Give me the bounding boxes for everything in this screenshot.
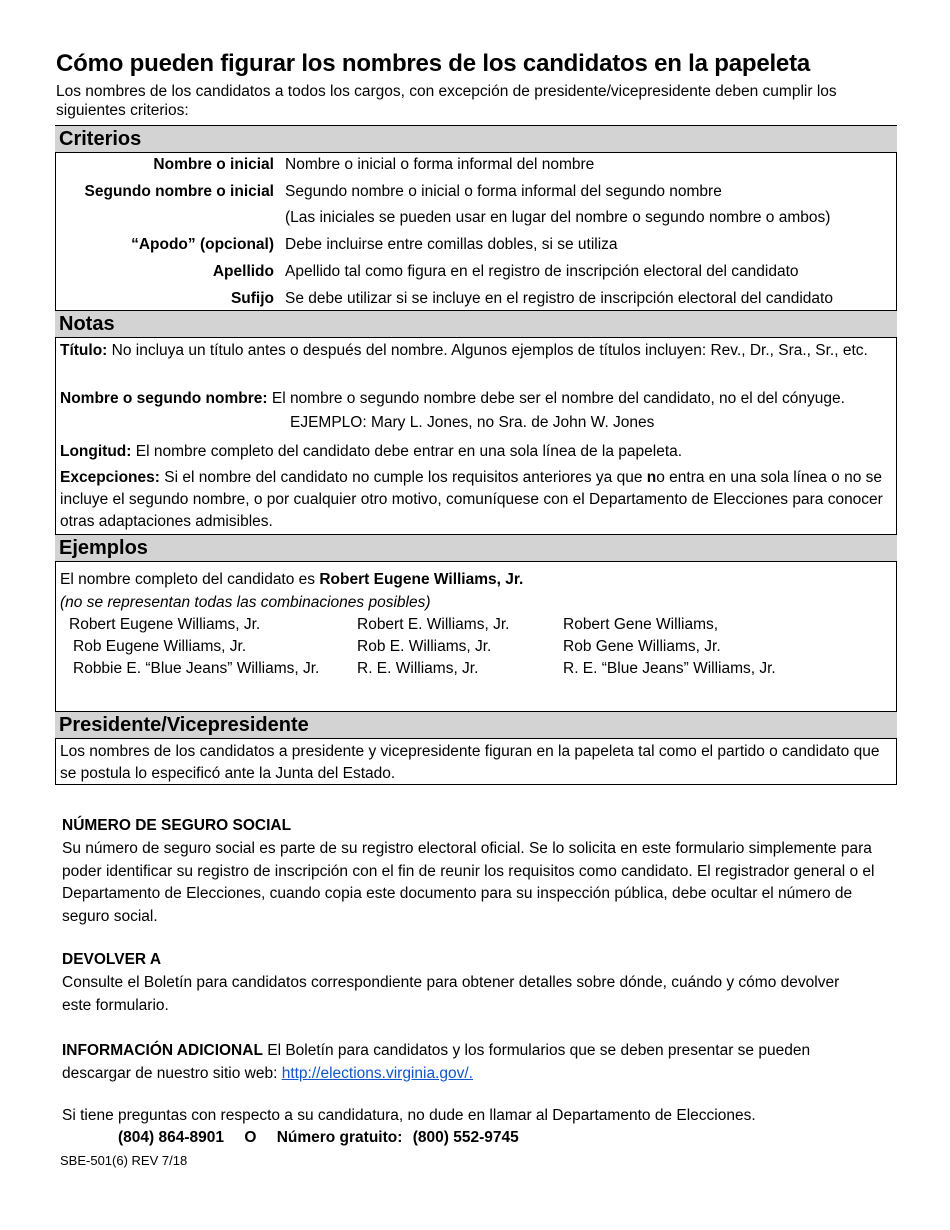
note-text: Si el nombre del candidato no cumple los requisitos anteriores ya que bbox=[159, 469, 647, 486]
criteria-label: Segundo nombre o inicial bbox=[84, 183, 274, 200]
note-label: Nombre o segundo nombre: bbox=[60, 390, 268, 407]
criteria-label: Nombre o inicial bbox=[153, 156, 274, 173]
criteria-text: Se debe utilizar si se incluye en el registro de inscripción electoral del candidato bbox=[285, 290, 833, 307]
examples-header: Ejemplos bbox=[55, 534, 897, 562]
note-titulo bbox=[60, 340, 892, 362]
example-name: Robbie E. “Blue Jeans” Williams, Jr. bbox=[73, 660, 320, 677]
examples-note: (no se representan todas las combinaciones posibles) bbox=[60, 594, 431, 611]
president-text: Los nombres de los candidatos a presidente y vicepresidente figuran en la papeleta tal como el partido o candidato que se postula lo especificó ante la Junta del Estado. bbox=[60, 743, 880, 782]
example-name: Robert Eugene Williams, Jr. bbox=[69, 616, 261, 633]
note-label: Título: bbox=[60, 342, 108, 359]
page-title: Cómo pueden figurar los nombres de los candidatos en la papeleta bbox=[56, 50, 811, 77]
note-text: El nombre completo del candidato debe entrar en una sola línea de la papeleta. bbox=[131, 443, 683, 460]
form-id: SBE-501(6) REV 7/18 bbox=[60, 1153, 188, 1168]
note-label: Longitud: bbox=[60, 443, 132, 460]
note-bold-n: n bbox=[646, 469, 657, 486]
president-header: Presidente/Vicepresidente bbox=[55, 711, 897, 739]
additional-info bbox=[62, 1040, 882, 1085]
example-name: Robert E. Williams, Jr. bbox=[357, 616, 510, 633]
contact-phones bbox=[118, 1129, 519, 1147]
examples-full-name bbox=[60, 571, 523, 589]
criteria-label: Sufijo bbox=[230, 290, 274, 307]
note-example: EJEMPLO: Mary L. Jones, no Sra. de John W. Jones bbox=[290, 414, 655, 431]
example-name: Rob E. Williams, Jr. bbox=[357, 638, 492, 655]
or-text: O bbox=[244, 1129, 257, 1146]
return-heading: DEVOLVER A bbox=[62, 951, 162, 968]
criteria-header: Criterios bbox=[55, 125, 897, 153]
ssn-text: Su número de seguro social es parte de su registro electoral oficial. Se lo solicita en este formulario simplemente para poder identificar su registro de inscripción con el fin de reunir los requisitos como candidato. El registrador general o el Departamento de Elecciones, cuando copia este documento para su inspección pública, debe ocultar el número de seguro social. bbox=[62, 840, 875, 925]
example-name: R. E. “Blue Jeans” Williams, Jr. bbox=[563, 660, 776, 677]
example-name: Rob Gene Williams, Jr. bbox=[563, 638, 721, 655]
return-text: Consulte el Boletín para candidatos correspondiente para obtener detalles sobre dónde, cuándo y cómo devolver este formulario. bbox=[62, 974, 840, 1014]
notes-header: Notas bbox=[55, 310, 897, 338]
note-excepciones bbox=[60, 467, 892, 533]
note-text: o entra en una sola línea o no se incluye el segundo nombre, o por cualquier otro motivo, comuníquese con el Departamento de Elecciones para conocer otras adaptaciones admisibles. bbox=[60, 469, 883, 530]
note-text: El nombre o segundo nombre debe ser el nombre del candidato, no el del cónyuge. bbox=[267, 390, 845, 407]
criteria-text: Apellido tal como figura en el registro de inscripción electoral del candidato bbox=[285, 263, 799, 280]
criteria-label: “Apodo” (opcional) bbox=[131, 236, 274, 253]
example-name: Robert Gene Williams, bbox=[563, 616, 719, 633]
examples-name: Robert Eugene Williams, Jr. bbox=[319, 571, 524, 588]
intro-text: Los nombres de los candidatos a todos los cargos, con excepción de presidente/vicepresidente deben cumplir los siguientes criterios: bbox=[56, 83, 837, 119]
note-longitud bbox=[60, 441, 892, 463]
criteria-text: Segundo nombre o inicial o forma informal del segundo nombre bbox=[285, 183, 722, 200]
criteria-text: Nombre o inicial o forma informal del nombre bbox=[285, 156, 595, 173]
examples-prefix: El nombre completo del candidato es bbox=[60, 571, 320, 588]
phone-number: (804) 864-8901 bbox=[118, 1129, 224, 1146]
note-text: No incluya un título antes o después del nombre. Algunos ejemplos de títulos incluyen: Rev., Dr., Sra., Sr., etc. bbox=[107, 342, 868, 359]
website-link[interactable]: http://elections.virginia.gov/. bbox=[281, 1064, 473, 1082]
example-name: R. E. Williams, Jr. bbox=[357, 660, 479, 677]
criteria-text: (Las iniciales se pueden usar en lugar del nombre o segundo nombre o ambos) bbox=[285, 209, 831, 226]
note-label: Excepciones: bbox=[60, 469, 160, 486]
criteria-label: Apellido bbox=[212, 263, 274, 280]
note-nombre bbox=[60, 388, 892, 410]
additional-text: El Boletín para candidatos y los formularios que se deben presentar se pueden descargar de nuestro sitio web: bbox=[62, 1042, 811, 1082]
ssn-heading: NÚMERO DE SEGURO SOCIAL bbox=[62, 817, 292, 834]
tollfree-number: (800) 552-9745 bbox=[412, 1129, 519, 1146]
example-name: Rob Eugene Williams, Jr. bbox=[73, 638, 247, 655]
contact-text: Si tiene preguntas con respecto a su candidatura, no dude en llamar al Departamento de Elecciones. bbox=[62, 1107, 756, 1124]
additional-heading: INFORMACIÓN ADICIONAL bbox=[62, 1042, 263, 1059]
tollfree-label: Número gratuito: bbox=[276, 1129, 403, 1146]
criteria-text: Debe incluirse entre comillas dobles, si se utiliza bbox=[285, 236, 618, 253]
